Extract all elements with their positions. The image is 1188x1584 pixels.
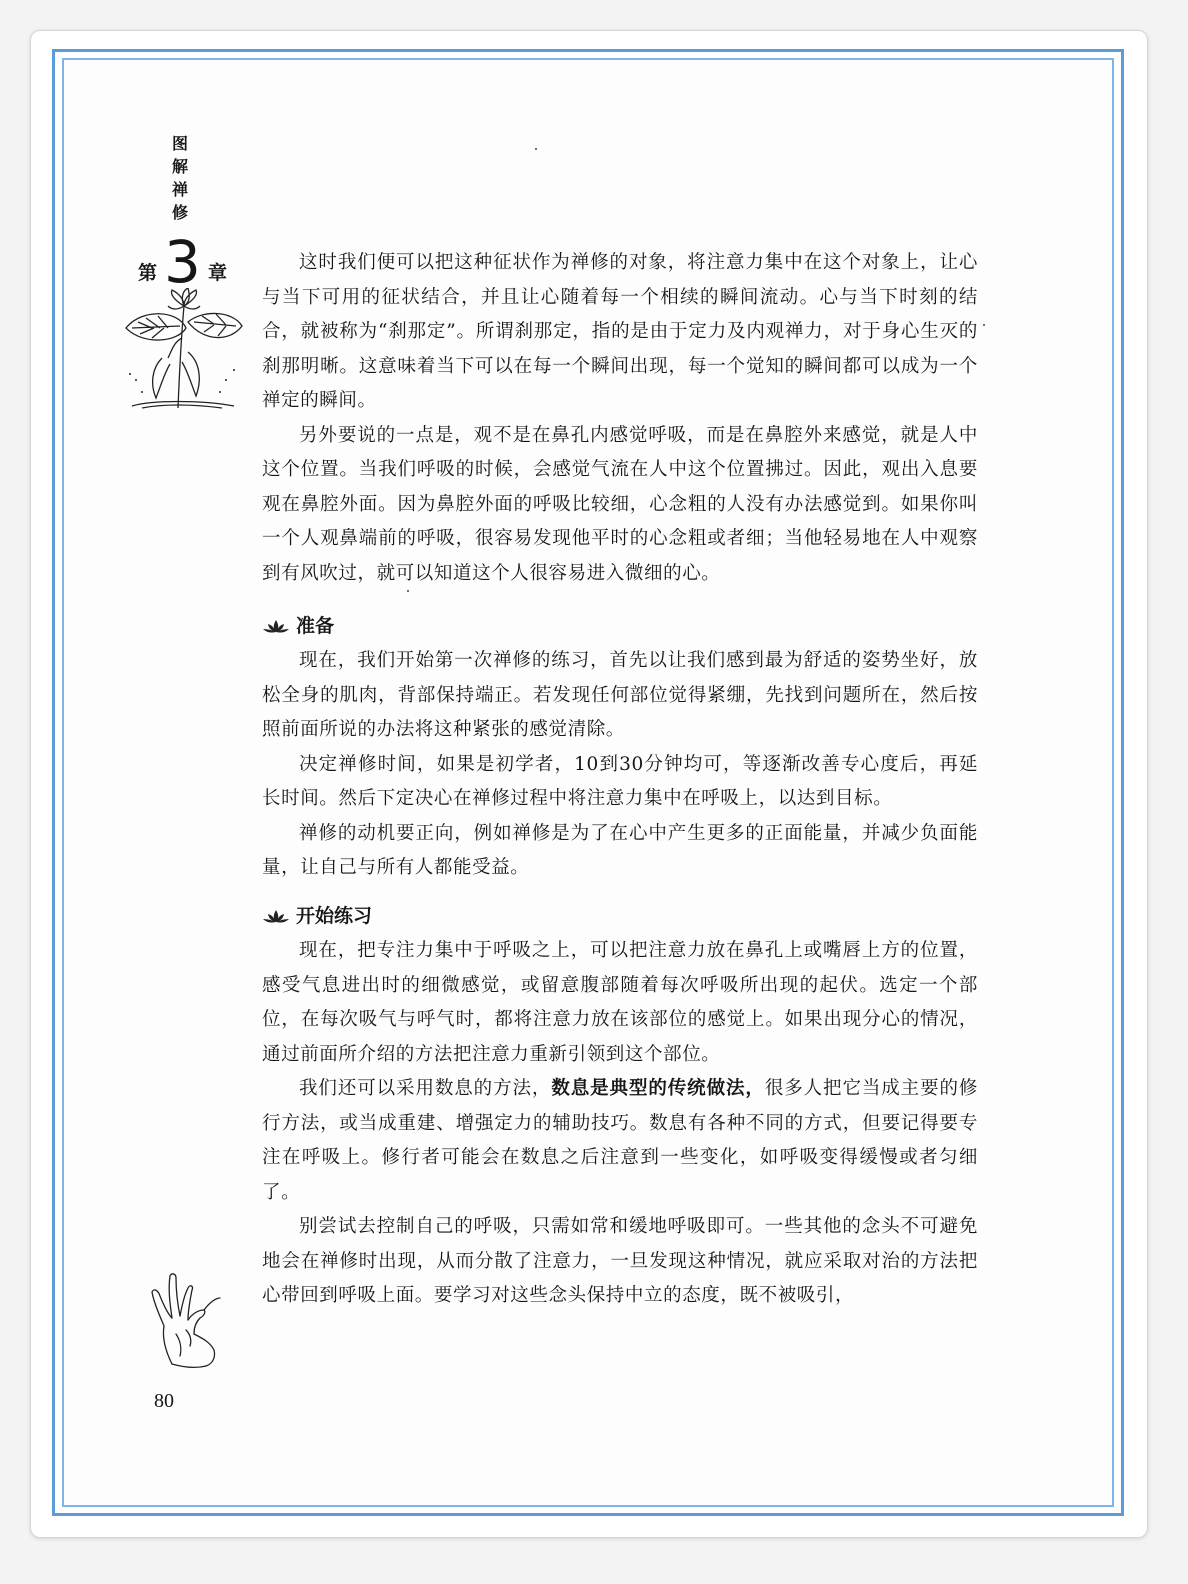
paragraph <box>262 1072 978 1210</box>
section-intro <box>262 246 978 591</box>
paragraph: 这时我们便可以把这种征状作为禅修的对象，将注意力集中在这个对象上，让心与当下可用的征状结合，并且让心随着每一个相续的瞬间流动。心与当下时刻的结合，就被称为“刹那定”。所谓刹那定，指的是由于定力及内观禅力，对于身心生灭的刹那明晰。这意味着当下可以在每一个瞬间出现，每一个觉知的瞬间都可以成为一个禅定的瞬间。 <box>262 252 978 411</box>
chapter-label <box>138 228 238 296</box>
paragraph-text: 很多人把它当成主要的修行方法，或当成重建、增强定力的辅助技巧。数息有各种不同的方式，但要记得要专注在呼吸上。修行者可能会在数息之后注意到一些变化，如呼吸变得缓慢或者匀细了。 <box>262 1078 978 1203</box>
title-char: 修 <box>171 203 188 222</box>
paragraph: 另外要说的一点是，观不是在鼻孔内感觉呼吸，而是在鼻腔外来感觉，就是人中这个位置。当我们呼吸的时候，会感觉气流在人中这个位置拂过。因此，观出入息要观在鼻腔外面。因为鼻腔外面的呼吸比较细，心念粗的人没有办法感觉到。如果你叫一个人观鼻端前的呼吸，很容易发现他平时的心念粗或者细；当他轻易地在人中观察到有风吹过，就可以知道这个人很容易进入微细的心。 <box>262 424 978 584</box>
title-char: 禅 <box>171 180 188 199</box>
title-char: 解 <box>171 157 188 176</box>
page-number: 80 <box>154 1390 174 1412</box>
heading-text: 开始练习 <box>296 905 373 927</box>
section-practice <box>262 934 978 1314</box>
title-char: 图 <box>171 134 188 153</box>
paragraph-text: 我们还可以采用数息的方法， <box>299 1078 552 1099</box>
chapter-number: 3 <box>164 228 201 296</box>
chapter-suffix: 章 <box>208 262 228 284</box>
section-prepare <box>262 644 978 886</box>
paragraph: 别尝试去控制自己的呼吸，只需如常和缓地呼吸即可。一些其他的念头不可避免地会在禅修时出现，从而分散了注意力，一旦发现这种情况，就应采取对治的方法把心带回到呼吸上面。要学习对这些念头保持中立的态度，既不被吸引， <box>262 1216 978 1306</box>
book-title-vertical <box>166 132 194 224</box>
lotus-bullet-icon <box>262 908 290 926</box>
paragraph: 禅修的动机要正向，例如禅修是为了在心中产生更多的正面能量，并减少负面能量，让自己与所有人都能受益。 <box>262 822 978 878</box>
scan-speck <box>983 324 985 326</box>
heading-text: 准备 <box>296 615 335 637</box>
emphasis-text: 数息是典型的传统做法， <box>551 1078 765 1099</box>
lotus-illustration-icon <box>122 288 244 414</box>
paragraph: 现在，把专注力集中于呼吸之上，可以把注意力放在鼻孔上或嘴唇上方的位置，感受气息进出时的细微感觉，或留意腹部随着每次呼吸所出现的起伏。选定一个部位，在每次吸气与呼气时，都将注意力放在该部位的感觉上。如果出现分心的情况，通过前面所介绍的方法把注意力重新引领到这个部位。 <box>262 940 978 1065</box>
paragraph: 决定禅修时间，如果是初学者，10到30分钟均可，等逐渐改善专心度后，再延长时间。然后下定决心在禅修过程中将注意力集中在呼吸上，以达到目标。 <box>262 753 978 809</box>
section-heading-practice <box>262 902 372 930</box>
paragraph: 现在，我们开始第一次禅修的练习，首先以让我们感到最为舒适的姿势坐好，放松全身的肌肉，背部保持端正。若发现任何部位觉得紧绷，先找到问题所在，然后按照前面所说的办法将这种紧张的感觉清除。 <box>262 650 978 740</box>
scan-speck <box>407 590 409 592</box>
scan-speck <box>535 148 537 150</box>
lotus-bullet-icon <box>262 618 290 636</box>
section-heading-prepare <box>262 612 334 640</box>
chapter-prefix: 第 <box>138 262 158 284</box>
mudra-hand-illustration-icon <box>146 1268 224 1370</box>
